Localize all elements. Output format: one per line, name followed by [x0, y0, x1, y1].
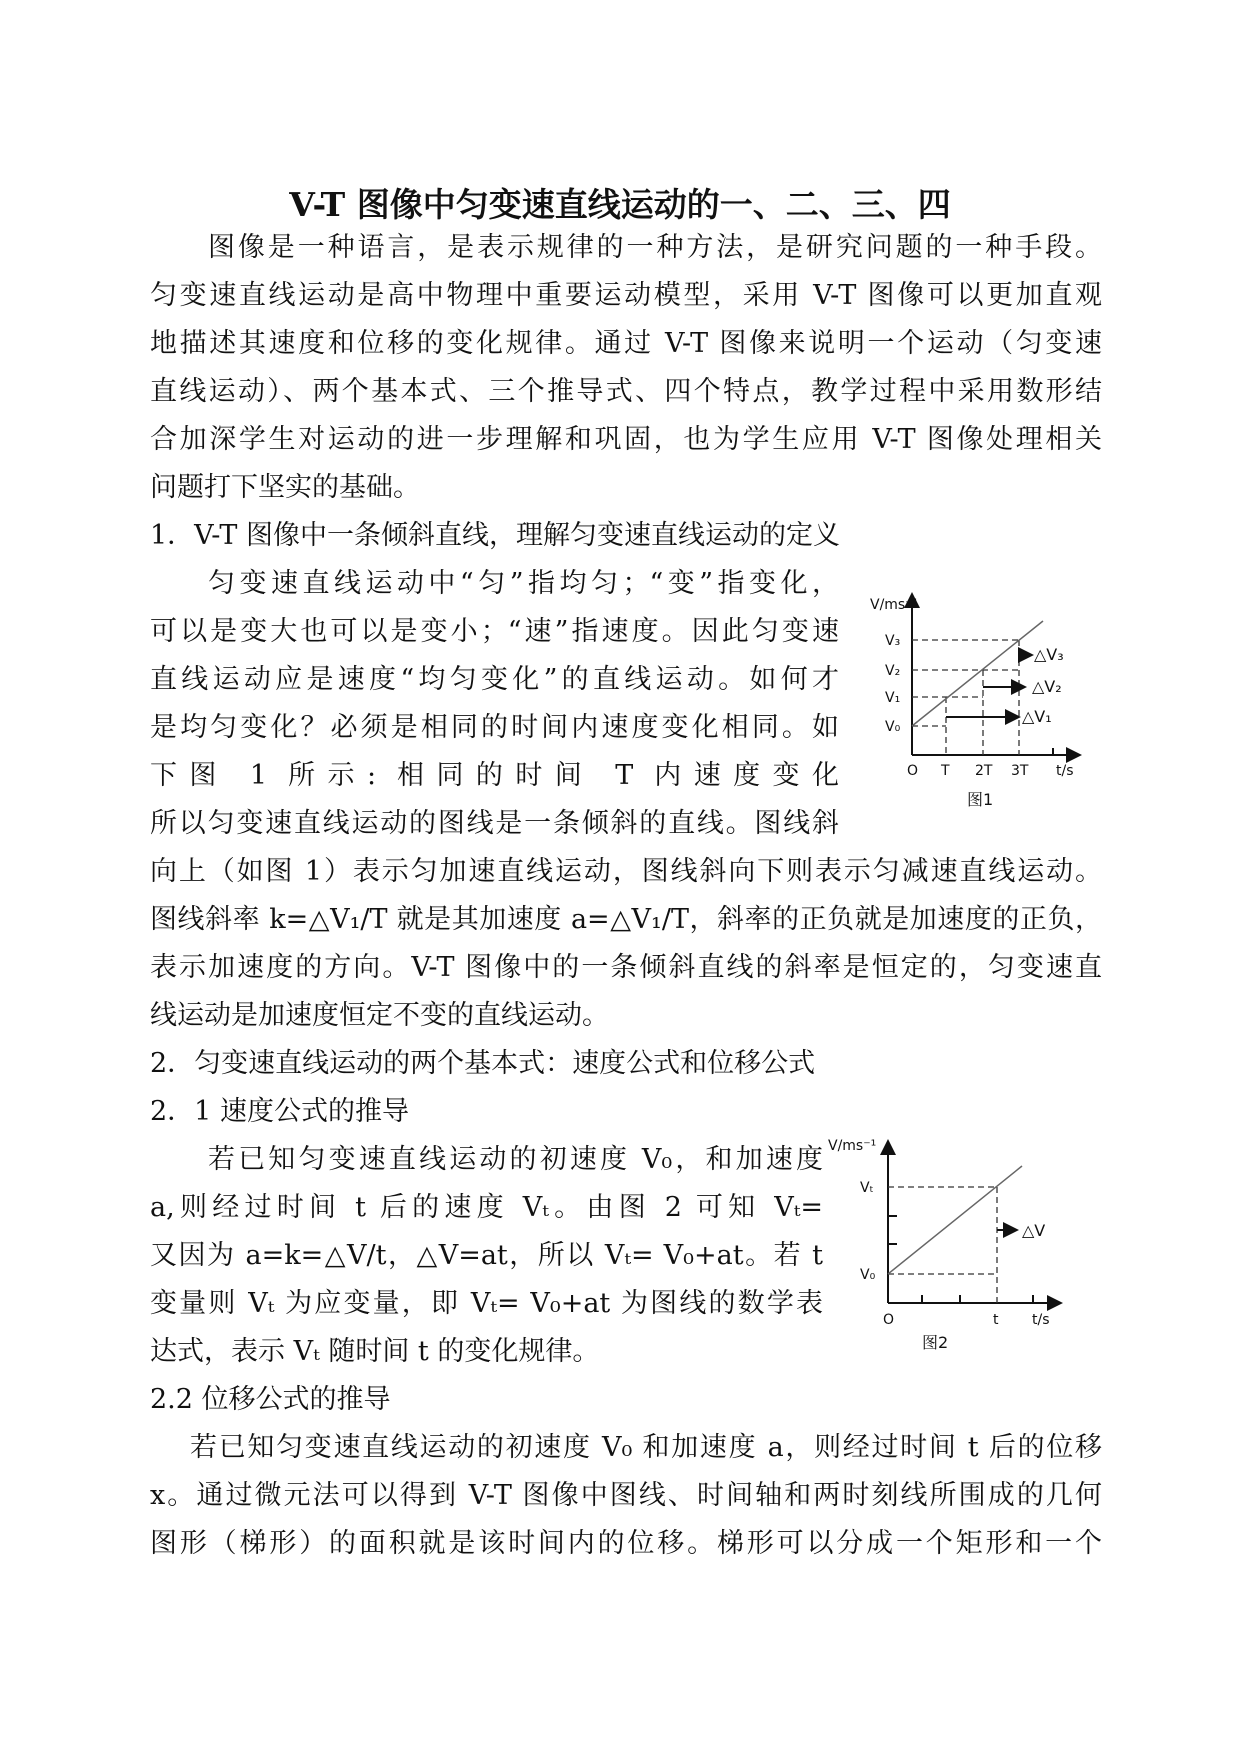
text-line: a,则经过时间 t 后的速度 Vₜ。由图 2 可知 Vₜ= — [150, 1192, 823, 1223]
text-line: 地描述其速度和位移的变化规律。通过 V-T 图像来说明一个运动（匀变速 — [150, 328, 1102, 359]
x-tick-label: T — [941, 763, 950, 779]
y-tick-label: Vₜ — [860, 1180, 874, 1196]
x-tick-label: 2T — [975, 763, 993, 779]
text-line: 问题打下坚实的基础。 — [150, 472, 420, 503]
y-tick-label: V₀ — [885, 719, 901, 735]
text-line: 匀变速直线运动中“匀”指均匀；“变”指变化， — [208, 568, 839, 599]
origin-label: O — [883, 1312, 895, 1328]
y-tick-label: V₁ — [885, 690, 901, 706]
text-line: 表示加速度的方向。V-T 图像中的一条倾斜直线的斜率是恒定的，匀变速直 — [150, 952, 1102, 983]
delta-v-label: △V — [1022, 1221, 1046, 1240]
text-line: 变量则 Vₜ 为应变量，即 Vₜ= V₀+at 为图线的数学表 — [150, 1288, 823, 1319]
guide-lines — [912, 640, 1019, 755]
origin-label: O — [907, 763, 919, 779]
figure-2-caption: 图2 — [922, 1333, 949, 1352]
text-line: 若已知匀变速直线运动的初速度 V₀，和加速度 — [208, 1144, 823, 1175]
text-line: 若已知匀变速直线运动的初速度 V₀ 和加速度 a，则经过时间 t 后的位移 — [190, 1432, 1102, 1463]
delta-v2-label: △V₂ — [1032, 677, 1062, 696]
y-tick-label: V₀ — [860, 1267, 876, 1283]
y-axis-label: V/ms⁻¹ — [870, 597, 919, 613]
section-heading-2: 2．匀变速直线运动的两个基本式：速度公式和位移公式 — [150, 1048, 816, 1079]
text-line: x。通过微元法可以得到 V-T 图像中图线、时间轴和两时刻线所围成的几何 — [150, 1480, 1102, 1511]
text-line: 又因为 a=k=△V/t，△V=at，所以 Vₜ= V₀+at。若 t — [150, 1240, 823, 1271]
figure-2 — [828, 1138, 1059, 1352]
text-line: 直线运动）、两个基本式、三个推导式、四个特点，教学过程中采用数形结 — [150, 376, 1102, 407]
text-line: 可以是变大也可以是变小；“速”指速度。因此匀变速 — [150, 616, 839, 647]
section-heading-2-1: 2．1 速度公式的推导 — [150, 1096, 409, 1127]
text-line: 向上（如图 1）表示匀加速直线运动，图线斜向下则表示匀减速直线运动。 — [150, 856, 1102, 887]
text-line: 是均匀变化？必须是相同的时间内速度变化相同。如 — [150, 712, 839, 743]
text-line: 合加深学生对运动的进一步理解和巩固，也为学生应用 V-T 图像处理相关 — [150, 424, 1102, 455]
x-tick-label: t — [993, 1312, 999, 1328]
text-line: 图形（梯形）的面积就是该时间内的位移。梯形可以分成一个矩形和一个 — [150, 1528, 1102, 1559]
x-axis-label: t/s — [1032, 1312, 1050, 1328]
figure-1 — [870, 596, 1078, 809]
y-tick-label: V₂ — [885, 663, 901, 679]
guide-lines — [888, 1187, 997, 1303]
section-heading-2-2: 2.2 位移公式的推导 — [150, 1384, 391, 1415]
x-axis-label: t/s — [1056, 763, 1074, 779]
text-line: 达式，表示 Vₜ 随时间 t 的变化规律。 — [150, 1336, 600, 1367]
delta-v3-label: △V₃ — [1034, 645, 1064, 664]
text-line: 所以匀变速直线运动的图线是一条倾斜的直线。图线斜 — [150, 808, 839, 839]
text-line: 线运动是加速度恒定不变的直线运动。 — [150, 1000, 609, 1031]
y-axis-label: V/ms⁻¹ — [828, 1138, 877, 1154]
delta-v1-label: △V₁ — [1022, 707, 1052, 726]
velocity-line — [888, 1166, 1022, 1274]
figure-1-caption: 图1 — [967, 790, 994, 809]
x-tick-label: 3T — [1011, 763, 1029, 779]
text-line: 图线斜率 k=△V₁/T 就是其加速度 a=△V₁/T，斜率的正负就是加速度的正负， — [150, 904, 1102, 935]
section-heading-1: 1．V-T 图像中一条倾斜直线，理解匀变速直线运动的定义 — [150, 520, 840, 551]
y-tick-label: V₃ — [885, 633, 901, 649]
text-line: 图像是一种语言，是表示规律的一种方法，是研究问题的一种手段。 — [208, 232, 1102, 263]
text-line: 下图 1 所示: 相同的时间 T 内速度变化 — [150, 760, 839, 791]
text-line: 直线运动应是速度“均匀变化”的直线运动。如何才 — [150, 664, 839, 695]
page-title: V-T 图像中匀变速直线运动的一、二、三、四 — [289, 185, 951, 224]
text-line: 匀变速直线运动是高中物理中重要运动模型，采用 V-T 图像可以更加直观 — [150, 280, 1102, 311]
